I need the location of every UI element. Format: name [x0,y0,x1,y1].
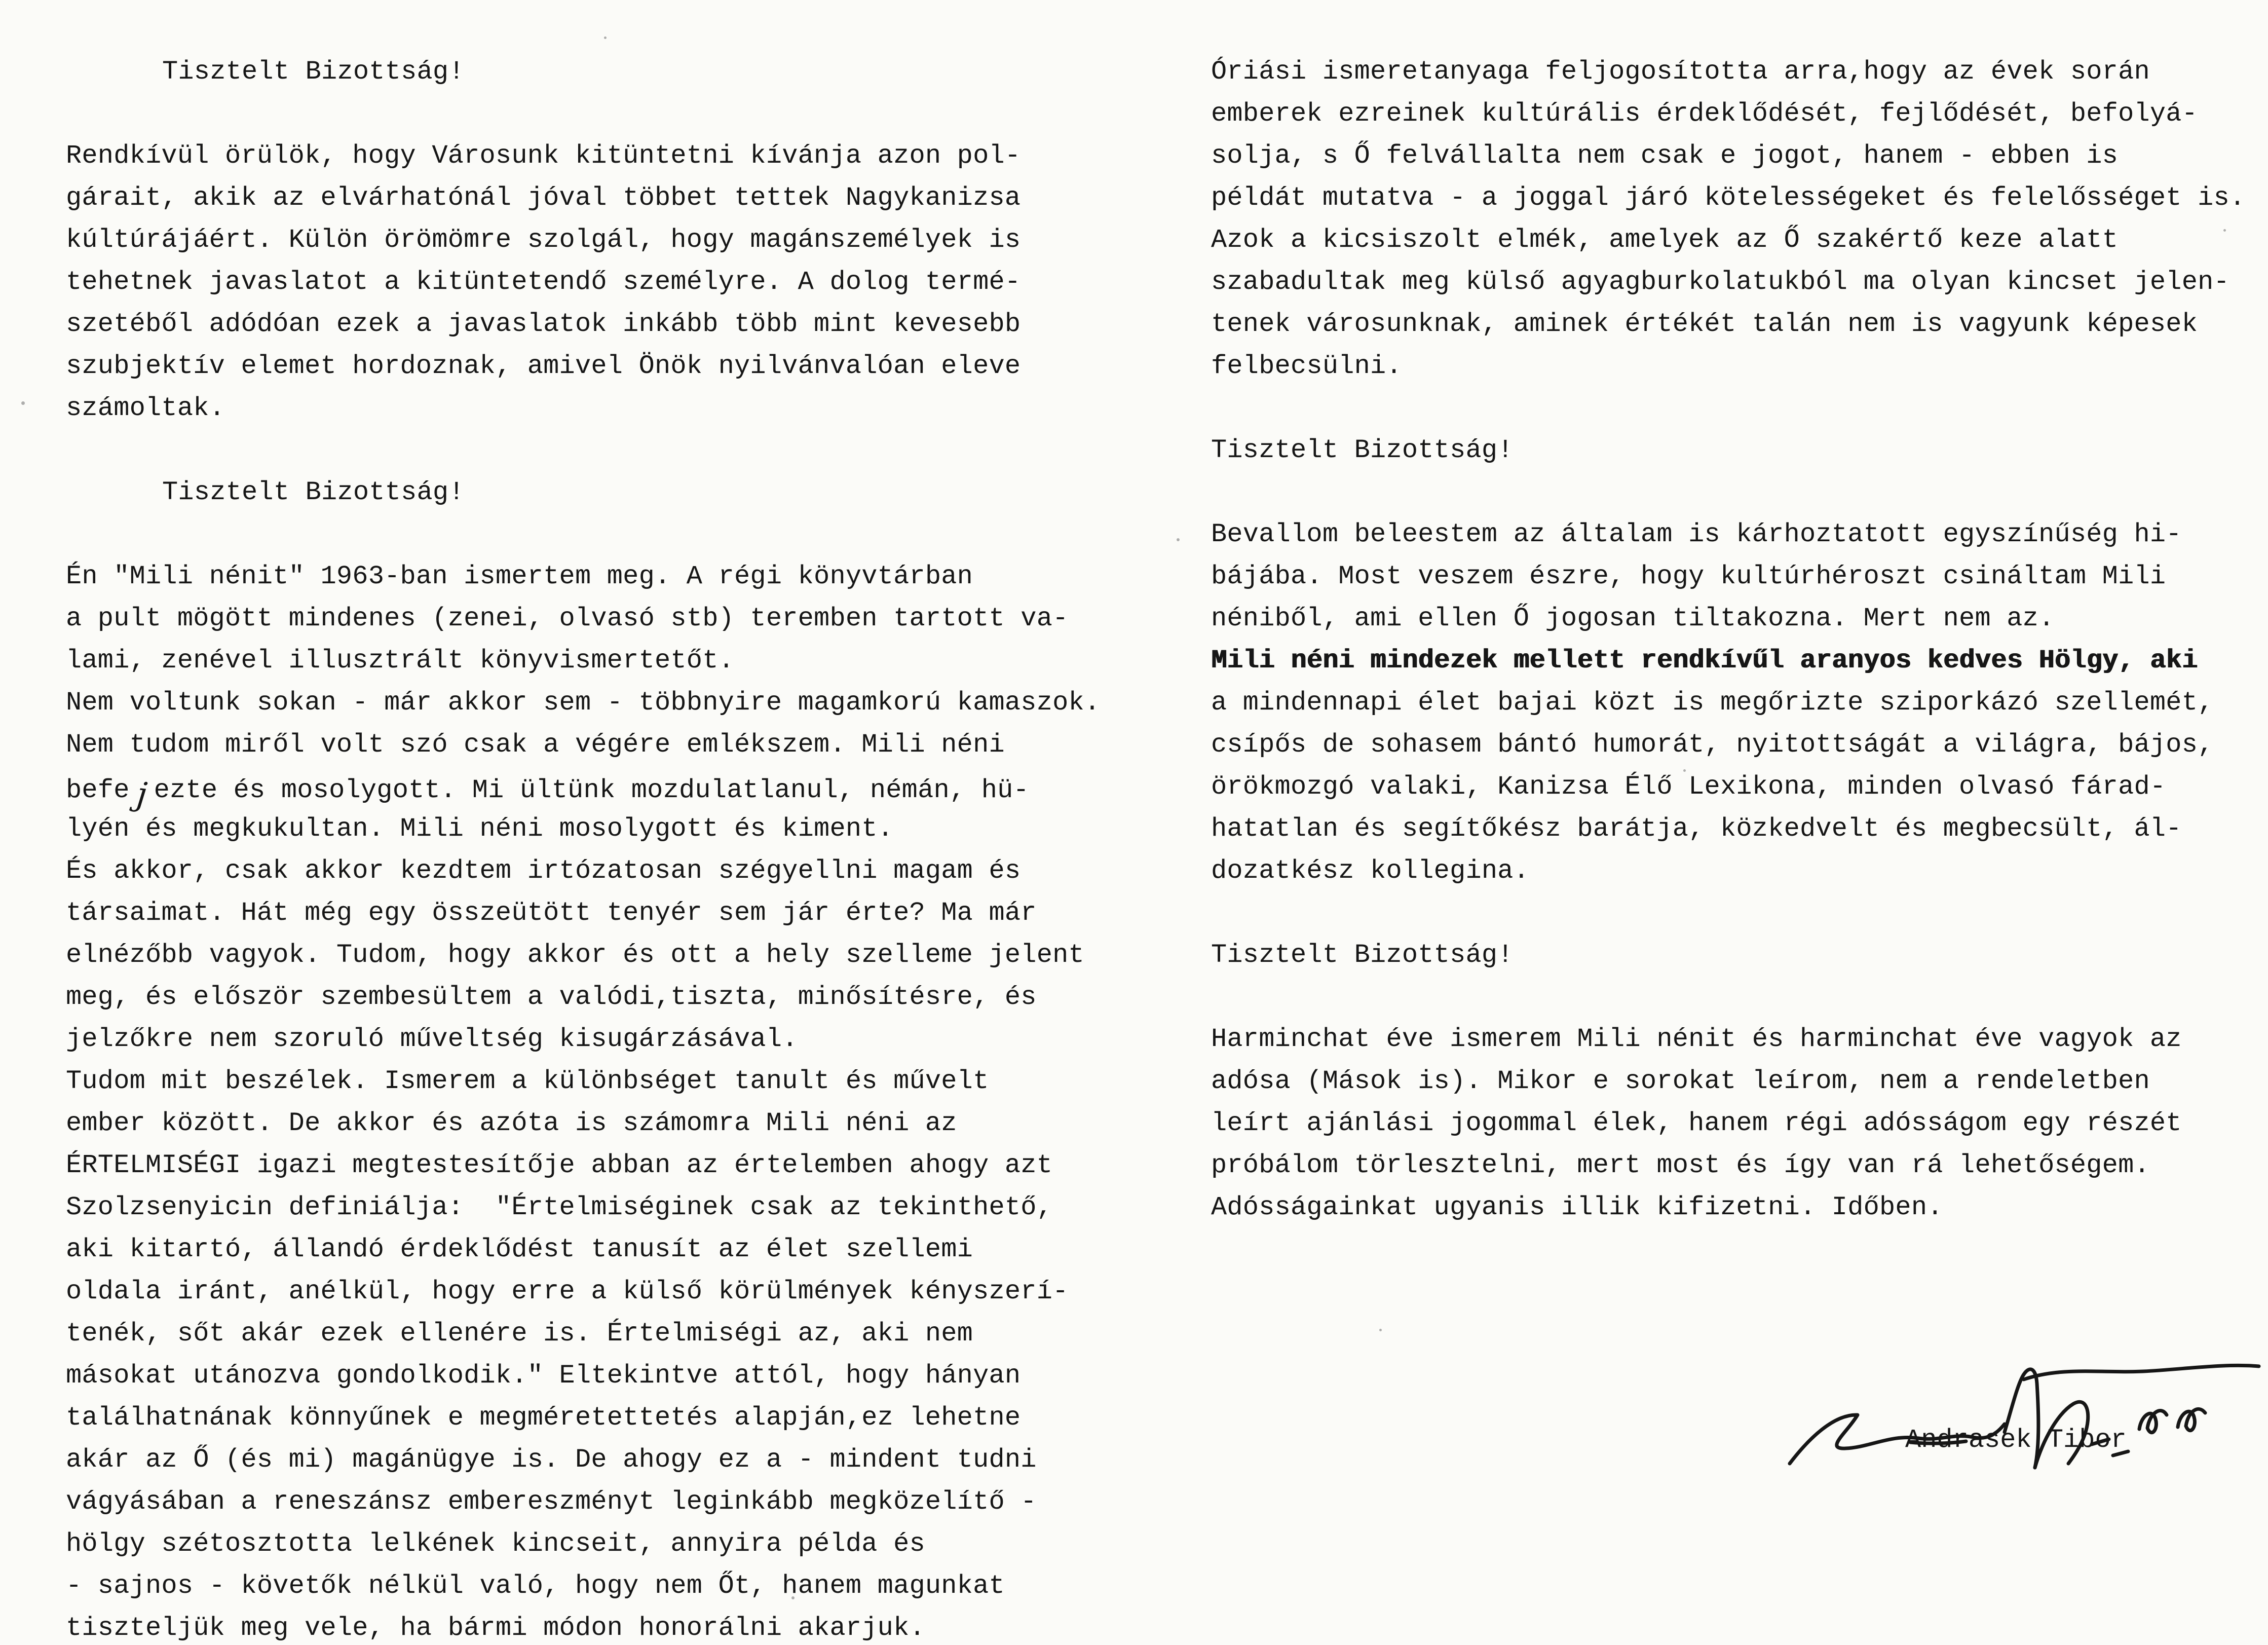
text-line: lami, zenével illusztrált könyvismertetőt. [66,646,735,676]
text-line: gárait, akik az elvárhatónál jóval többet tettek Nagykanizsa [66,183,1021,213]
scan-speck [1683,769,1686,772]
text-line: tenék, sőt akár ezek ellenére is. Értelmiségi az, aki nem [66,1319,973,1349]
text-line: a mindennapi élet bajai közt is megőrizte sziporkázó szellemét, [1211,688,2214,718]
text-line: meg, és először szembesültem a valódi,tiszta, minősítésre, és [66,982,1037,1012]
paragraph-closing [1211,1018,2268,1228]
text-line: örökmozgó valaki, Kanizsa Élő Lexikona, minden olvasó fárad- [1211,772,2166,802]
scan-speck [1379,1329,1382,1331]
paragraph-confession-part2 [1211,682,2268,892]
salutation-heading: Tisztelt Bizottság! [162,477,465,507]
text-line: szubjektív elemet hordoznak, amivel Önök nyilvánvalóan eleve [66,351,1021,381]
text-line: oldala iránt, anélkül, hogy erre a külső körülmények kényszerí- [66,1277,1069,1306]
left-column [66,51,1135,1645]
text-line: Azok a kicsiszolt elmék, amelyek az Ő szakértő keze alatt [1211,225,2119,255]
text-line: leírt ajánlási jogommal élek, hanem régi adósságom egy részét [1211,1108,2182,1138]
handwritten-letter-j: j [134,775,149,814]
text-line: És akkor, csak akkor kezdtem irtózatosan szégyellni magam és [66,856,1021,886]
scan-speck [2223,229,2226,232]
paragraph-confession-part1 [1211,513,2268,640]
text-line: Szolzsenyicin definiálja: "Értelmiséginek csak az tekinthető, [66,1192,1053,1222]
typed-text: ezte és mosolygott. Mi ültünk mozdulatlanul, némán, hü- [154,775,1029,805]
salutation-heading: Tisztelt Bizottság! [1211,435,1514,465]
text-line: számoltak. [66,393,225,423]
text-line: Harminchat éve ismerem Mili nénit és harminchat éve vagyok az [1211,1024,2182,1054]
text-line: jelzőkre nem szoruló műveltség kisugárzásával. [66,1024,798,1054]
text-line: kúltúrájáért. Külön örömömre szolgál, hogy magánszemélyek is [66,225,1021,255]
scan-speck [21,401,25,405]
text-line: Nem voltunk sokan - már akkor sem - többnyire magamkorú kamaszok. [66,688,1101,718]
paragraph-knowledge [1211,51,2268,387]
signature-block [1758,1348,2268,1500]
paragraph-intro [66,135,1135,429]
text-line: akár az Ő (és mi) magánügye is. De ahogy ez a - mindent tudni [66,1445,1037,1475]
text-line: tehetnek javaslatot a kitüntetendő személyre. A dolog termé- [66,267,1021,297]
text-line: társaimat. Hát még egy összeütött tenyér sem jár érte? Ma már [66,898,1037,928]
text-line: Óriási ismeretanyaga feljogosította arra,hogy az évek során [1211,57,2150,87]
text-line: Bevallom beleestem az általam is kárhoztatott egyszínűség hi- [1211,519,2182,549]
signature-scribble [1758,1348,2268,1500]
text-line: próbálom törlesztelni, mert most és így van rá lehetőségem. [1211,1150,2150,1180]
text-line: találhatnának könnyűnek e megméretettetés alapján,ez lehetne [66,1403,1021,1433]
salutation-heading: Tisztelt Bizottság! [162,57,465,87]
text-line: hölgy szétosztotta lelkének kincseit, annyira példa és [66,1529,925,1559]
text-line: vágyásában a reneszánsz embereszményt leginkább megközelítő - [66,1487,1037,1517]
emphasized-text-line: Mili néni mindezek mellett rendkívűl aranyos kedves Hölgy, aki [1211,646,2198,676]
text-line: néniből, ami ellen Ő jogosan tiltakozna. Mert nem az. [1211,604,2055,633]
right-column [1211,51,2268,1228]
scan-speck [604,36,607,39]
text-line: Rendkívül örülök, hogy Városunk kitüntetni kívánja azon pol- [66,141,1021,171]
text-line: bájába. Most veszem észre, hogy kultúrhéroszt csináltam Mili [1211,562,2166,591]
scan-speck [791,1596,795,1599]
text-line: dozatkész kollegina. [1211,856,1530,886]
text-line: - sajnos - követők nélkül való, hogy nem Őt, hanem magunkat [66,1571,1005,1601]
typed-text: befe [66,775,130,805]
text-line: ember között. De akkor és azóta is számomra Mili néni az [66,1108,957,1138]
text-line: felbecsülni. [1211,351,1402,381]
text-line: szetéből adódóan ezek a javaslatok inkább több mint kevesebb [66,309,1021,339]
text-line: solja, s Ő felvállalta nem csak e jogot, hanem - ebben is [1211,141,2119,171]
signature-typed-name: Andrasek Tibor [1905,1425,2127,1455]
text-line: emberek ezreinek kultúrális érdeklődését, fejlődését, befolyá- [1211,99,2198,129]
text-line: lyén és megkukultan. Mili néni mosolygott és kiment. [66,814,894,844]
text-line: tiszteljük meg vele, ha bármi módon honorálni akarjuk. [66,1613,925,1643]
text-line: Adósságainkat ugyanis illik kifizetni. Időben. [1211,1192,1943,1222]
text-line: Nem tudom miről volt szó csak a végére emlékszem. Mili néni [66,730,1005,760]
text-line: csípős de sohasem bántó humorát, nyitottságát a világra, bájos, [1211,730,2214,760]
scan-speck [1177,538,1180,541]
text-line: ÉRTELMISÉGI igazi megtestesítője abban az értelemben ahogy azt [66,1150,1053,1180]
text-line-with-handwritten-insert [66,766,1135,814]
text-line: Én "Mili nénit" 1963-ban ismertem meg. A régi könyvtárban [66,562,973,591]
text-line: a pult mögött mindenes (zenei, olvasó stb) teremben tartott va- [66,604,1069,633]
salutation-heading: Tisztelt Bizottság! [1211,940,1514,970]
text-line: adósa (Mások is). Mikor e sorokat leírom, nem a rendeletben [1211,1066,2150,1096]
text-line: szabadultak meg külső agyagburkolatukból ma olyan kincset jelen- [1211,267,2229,297]
text-line: elnézőbb vagyok. Tudom, hogy akkor és ott a hely szelleme jelent [66,940,1084,970]
text-line: Tudom mit beszélek. Ismerem a különbséget tanult és művelt [66,1066,989,1096]
text-line: hatatlan és segítőkész barátja, közkedvelt és megbecsült, ál- [1211,814,2182,844]
text-line: példát mutatva - a joggal járó kötelességeket és felelősséget is. [1211,183,2246,213]
text-line: másokat utánozva gondolkodik." Eltekintve attól, hogy hányan [66,1361,1021,1391]
paragraph-memoir-part2 [66,808,1135,1645]
text-line: aki kitartó, állandó érdeklődést tanusít az élet szellemi [66,1235,973,1264]
text-line: tenek városunknak, aminek értékét talán nem is vagyunk képesek [1211,309,2198,339]
paragraph-memoir-part1 [66,555,1135,766]
